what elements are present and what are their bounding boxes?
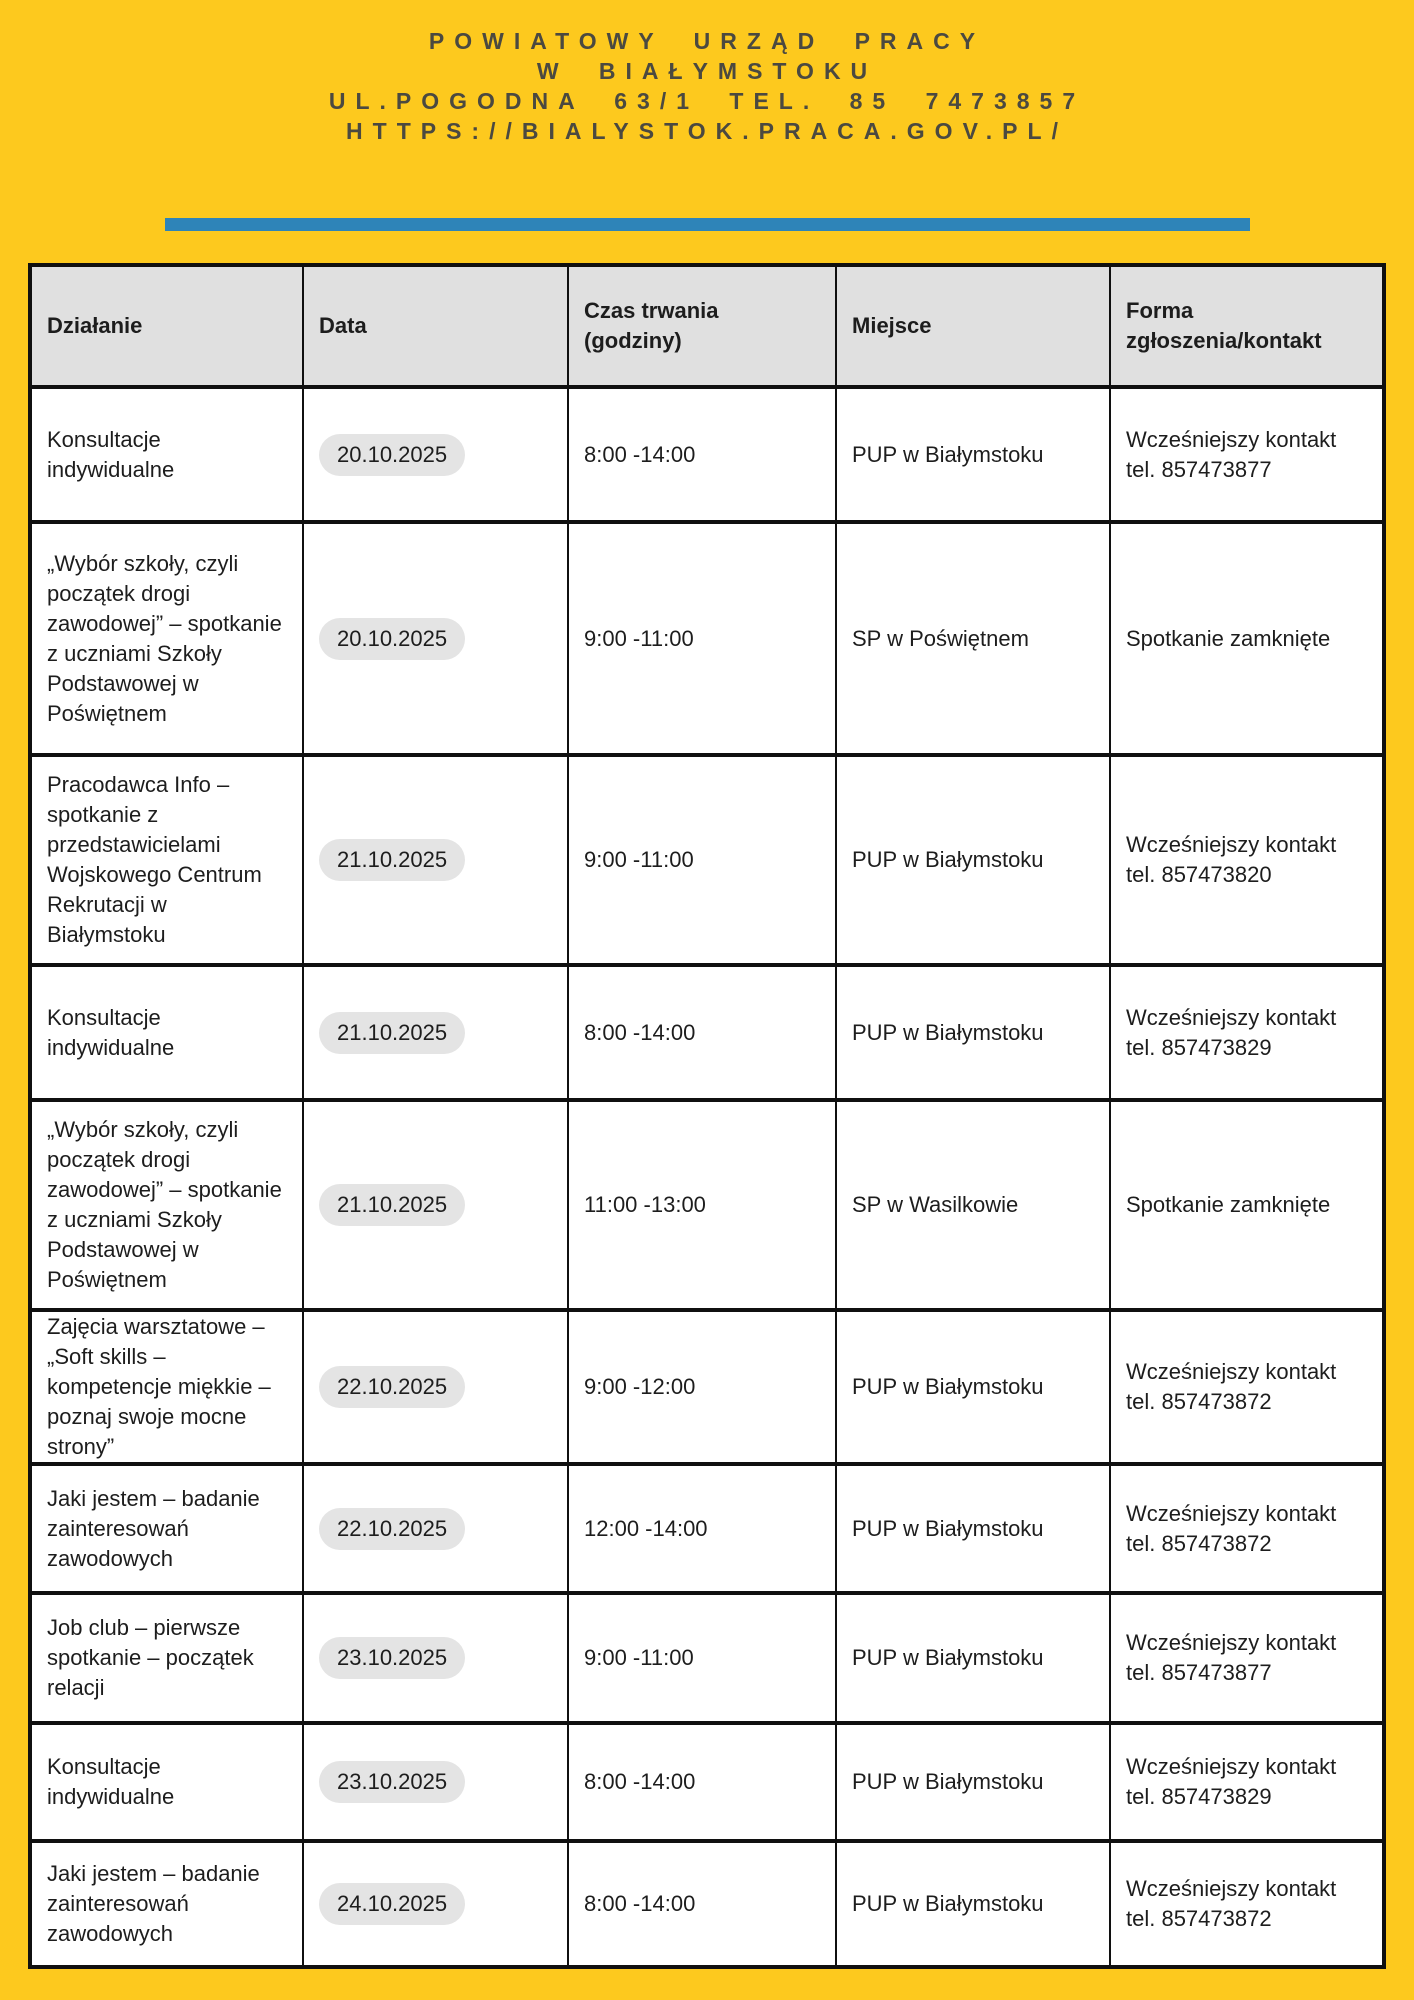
duration-cell: 9:00 -12:00 [568,1310,836,1464]
table-row [30,1841,1384,1967]
table-row [30,965,1384,1100]
org-address-phone-line: UL.POGODNA 63/1 TEL. 85 7473857 [328,88,1086,114]
place-cell: PUP w Białymstoku [836,1723,1110,1841]
duration-cell: 11:00 -13:00 [568,1100,836,1310]
place-cell: SP w Poświętnem [836,522,1110,755]
date-cell [303,1723,568,1841]
place-cell: PUP w Białymstoku [836,1593,1110,1723]
col-header-contact: Forma zgłoszenia/kontakt [1110,265,1384,387]
duration-cell: 12:00 -14:00 [568,1464,836,1593]
schedule-table-header [30,265,1384,387]
action-cell: Job club – pierwsze spotkanie – początek relacji [30,1593,303,1723]
date-cell [303,387,568,522]
table-row [30,1723,1384,1841]
date-pill: 23.10.2025 [319,1637,465,1679]
duration-cell: 9:00 -11:00 [568,755,836,965]
accent-divider [165,218,1250,231]
date-cell [303,522,568,755]
header-row [30,265,1384,387]
action-cell: Konsultacje indywidualne [30,965,303,1100]
contact-cell: Wcześniejszy kontakt tel. 857473877 [1110,1593,1384,1723]
schedule-table [28,263,1386,1969]
table-row [30,1100,1384,1310]
place-cell: PUP w Białymstoku [836,965,1110,1100]
table-row [30,1593,1384,1723]
col-header-place: Miejsce [836,265,1110,387]
date-cell [303,1841,568,1967]
duration-cell: 8:00 -14:00 [568,1841,836,1967]
date-cell [303,1593,568,1723]
place-cell: PUP w Białymstoku [836,387,1110,522]
action-cell: „Wybór szkoły, czyli początek drogi zawodowej” – spotkanie z uczniami Szkoły Podstawowej w Poświętnem [30,522,303,755]
contact-cell: Spotkanie zamknięte [1110,522,1384,755]
date-pill: 24.10.2025 [319,1883,465,1925]
contact-cell: Spotkanie zamknięte [1110,1100,1384,1310]
action-cell: Zajęcia warsztatowe – „Soft skills – kompetencje miękkie – poznaj swoje mocne strony” [30,1310,303,1464]
action-cell: Konsultacje indywidualne [30,387,303,522]
date-pill: 22.10.2025 [319,1508,465,1550]
duration-cell: 8:00 -14:00 [568,965,836,1100]
org-city-line: W BIAŁYMSTOKU [536,58,878,84]
contact-cell: Wcześniejszy kontakt tel. 857473829 [1110,965,1384,1100]
contact-cell: Wcześniejszy kontakt tel. 857473872 [1110,1310,1384,1464]
contact-cell: Wcześniejszy kontakt tel. 857473820 [1110,755,1384,965]
date-cell [303,1310,568,1464]
date-pill: 22.10.2025 [319,1366,465,1408]
table-row [30,755,1384,965]
date-cell [303,965,568,1100]
action-cell: Pracodawca Info – spotkanie z przedstawicielami Wojskowego Centrum Rekrutacji w Białymstoku [30,755,303,965]
date-cell [303,1464,568,1593]
date-cell [303,755,568,965]
duration-cell: 9:00 -11:00 [568,1593,836,1723]
table-row [30,522,1384,755]
duration-cell: 8:00 -14:00 [568,1723,836,1841]
table-row [30,1464,1384,1593]
schedule-table-body [30,387,1384,1967]
date-cell [303,1100,568,1310]
contact-cell: Wcześniejszy kontakt tel. 857473872 [1110,1464,1384,1593]
col-header-duration: Czas trwania (godziny) [568,265,836,387]
place-cell: PUP w Białymstoku [836,1310,1110,1464]
office-header [0,0,1414,146]
place-cell: SP w Wasilkowie [836,1100,1110,1310]
org-name-line: POWIATOWY URZĄD PRACY [428,28,986,54]
col-header-action: Działanie [30,265,303,387]
date-pill: 21.10.2025 [319,839,465,881]
place-cell: PUP w Białymstoku [836,755,1110,965]
table-row [30,1310,1384,1464]
date-pill: 23.10.2025 [319,1761,465,1803]
action-cell: Jaki jestem – badanie zainteresowań zawodowych [30,1464,303,1593]
action-cell: Konsultacje indywidualne [30,1723,303,1841]
contact-cell: Wcześniejszy kontakt tel. 857473877 [1110,387,1384,522]
date-pill: 21.10.2025 [319,1012,465,1054]
date-pill: 20.10.2025 [319,434,465,476]
duration-cell: 9:00 -11:00 [568,522,836,755]
action-cell: Jaki jestem – badanie zainteresowań zawodowych [30,1841,303,1967]
place-cell: PUP w Białymstoku [836,1841,1110,1967]
date-pill: 21.10.2025 [319,1184,465,1226]
org-website-line: HTTPS://BIALYSTOK.PRACA.GOV.PL/ [346,118,1068,144]
duration-cell: 8:00 -14:00 [568,387,836,522]
place-cell: PUP w Białymstoku [836,1464,1110,1593]
contact-cell: Wcześniejszy kontakt tel. 857473829 [1110,1723,1384,1841]
contact-cell: Wcześniejszy kontakt tel. 857473872 [1110,1841,1384,1967]
col-header-date: Data [303,265,568,387]
date-pill: 20.10.2025 [319,618,465,660]
action-cell: „Wybór szkoły, czyli początek drogi zawodowej” – spotkanie z uczniami Szkoły Podstawowej w Poświętnem [30,1100,303,1310]
table-row [30,387,1384,522]
